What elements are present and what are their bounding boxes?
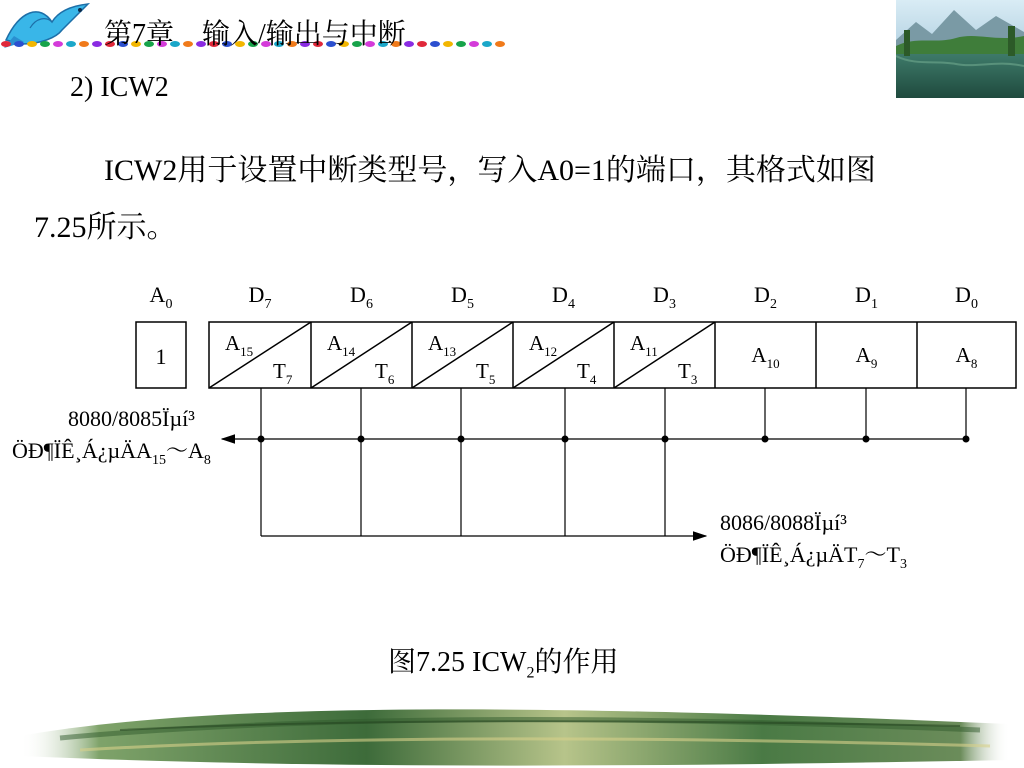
header-dot	[1, 41, 11, 47]
header-dot	[417, 41, 427, 47]
bit-header-label: $D_5$	[451, 282, 474, 312]
bit-lower-label: $T_5$	[476, 359, 496, 387]
caption-suffix: 的作用	[534, 647, 619, 678]
header-dot	[27, 41, 37, 47]
bit-field-label: $A_{10}$	[751, 343, 780, 371]
header-dot	[66, 41, 76, 47]
header-dot	[14, 41, 24, 47]
header-dot	[495, 41, 505, 47]
lake-landscape-image	[896, 0, 1024, 98]
note-8080-line-2: $ÖÐ\P ÏÊ¸Á¿\mu ÄA_{15}\sim A_8$	[12, 438, 211, 468]
note-8080-line-1: 8080/8085Ïµí³	[68, 406, 195, 431]
header-dot	[482, 41, 492, 47]
header-dot	[430, 41, 440, 47]
caption-prefix: 图7.25 ICW	[388, 647, 527, 678]
note-8086-line-1: 8086/8088Ïµí³	[720, 510, 847, 535]
icw2-format-diagram	[0, 280, 1024, 580]
bit-header-label: $D_2$	[754, 282, 777, 312]
foliage-banner-image	[0, 696, 1024, 768]
bit-upper-label: $A_{14}$	[327, 331, 356, 359]
caption-subscript: 2	[526, 664, 535, 682]
header-dot	[456, 41, 466, 47]
figure-caption	[388, 640, 618, 683]
header-dot	[443, 41, 453, 47]
sub-heading: 2) ICW2	[70, 72, 169, 103]
header-dot	[469, 41, 479, 47]
bit-field-label: $A_9$	[855, 343, 878, 371]
bit-header-label: $D_6$	[350, 282, 373, 312]
bit-header-label: $D_7$	[248, 282, 272, 312]
bit-lower-label: $T_3$	[678, 359, 698, 387]
a0-cell-value: 1	[155, 344, 167, 369]
chapter-title: 第7章 输入/输出与中断	[104, 19, 406, 50]
bit-header-label: $D_3$	[653, 282, 676, 312]
bit-upper-label: $A_{11}$	[630, 331, 658, 359]
bit-header-label: $D_0$	[955, 282, 978, 312]
bit-header-label: $D_4$	[552, 282, 575, 312]
bit-header-label: $D_1$	[855, 282, 878, 312]
bit-upper-label: $A_{12}$	[529, 331, 558, 359]
header-dot	[92, 41, 102, 47]
bit-upper-label: $A_{13}$	[428, 331, 457, 359]
bit-field-label: $A_8$	[955, 343, 978, 371]
bit-lower-label: $T_6$	[375, 359, 395, 387]
bit-lower-label: $T_4$	[577, 359, 597, 387]
paragraph-line-2: 7.25所示。	[34, 211, 177, 244]
header-dot	[79, 41, 89, 47]
paragraph-line-1: ICW2用于设置中断类型号，写入A0=1的端口，其格式如图	[104, 154, 876, 187]
header-dot	[53, 41, 63, 47]
header-dot	[40, 41, 50, 47]
bit-upper-label: $A_{15}$	[225, 331, 254, 359]
note-8086-line-2: $ÖÐ\P ÏÊ¸Á¿\mu ÄT_7\sim T_3$	[720, 542, 907, 572]
a0-header-label: $A_0$	[149, 282, 173, 312]
bit-lower-label: $T_7$	[273, 359, 293, 387]
